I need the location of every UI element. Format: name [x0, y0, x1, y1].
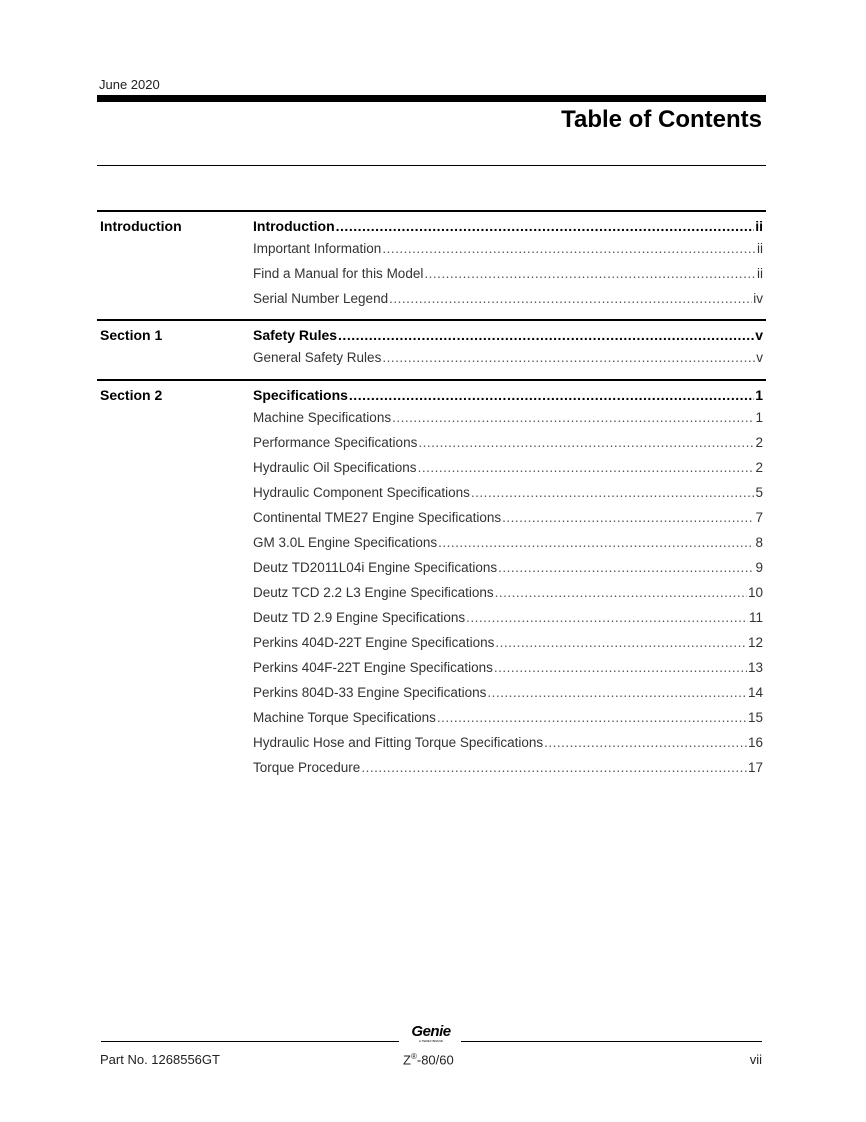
- dot-leader: [502, 505, 754, 530]
- toc-entry-page: 12: [747, 635, 763, 650]
- dot-leader: [437, 705, 747, 730]
- toc-entry[interactable]: [253, 261, 763, 286]
- footer-rule-left: [101, 1041, 399, 1042]
- dot-leader: [466, 605, 748, 630]
- toc-entries: [253, 325, 763, 370]
- toc-entry-page: 8: [755, 535, 763, 550]
- dot-leader: [494, 655, 747, 680]
- dot-leader: [544, 730, 747, 755]
- toc-entry-title: Hydraulic Hose and Fitting Torque Specifications: [253, 735, 544, 750]
- toc-entry-page: 15: [747, 710, 763, 725]
- toc-entry[interactable]: [253, 705, 763, 730]
- dot-leader: [418, 430, 754, 455]
- toc-entry[interactable]: [253, 755, 763, 780]
- toc-section-2: [97, 379, 766, 781]
- section-label: Section 2: [100, 387, 163, 403]
- toc-entry-title: Important Information: [253, 241, 382, 256]
- toc-entry-title: Find a Manual for this Model: [253, 266, 424, 281]
- toc-section-heading[interactable]: [253, 385, 763, 405]
- toc-entry-title: Safety Rules: [253, 327, 338, 343]
- toc-entry-title: Perkins 404F-22T Engine Specifications: [253, 660, 493, 675]
- dot-leader: [495, 580, 747, 605]
- toc-entry-page: 11: [748, 610, 763, 625]
- dot-leader: [392, 405, 754, 430]
- toc-entry-title: General Safety Rules: [253, 350, 382, 365]
- toc-entry-page: ii: [755, 218, 763, 234]
- dot-leader: [498, 555, 754, 580]
- genie-logo: [405, 1024, 457, 1043]
- dot-leader: [382, 345, 755, 370]
- dot-leader: [495, 630, 747, 655]
- toc-entry-title: Introduction: [253, 218, 335, 234]
- page-title: Table of Contents: [561, 106, 762, 133]
- toc-entry-title: Specifications: [253, 387, 348, 403]
- dot-leader: [349, 385, 754, 405]
- toc-entry-title: Deutz TD2011L04i Engine Specifications: [253, 560, 498, 575]
- toc-entry[interactable]: [253, 345, 763, 370]
- toc-entry-page: ii: [757, 266, 763, 281]
- toc-entry[interactable]: [253, 730, 763, 755]
- model-registered-mark: ®: [410, 1052, 417, 1061]
- toc-entry[interactable]: [253, 405, 763, 430]
- toc-entry-page: 1: [755, 387, 763, 403]
- page-number: vii: [749, 1052, 762, 1067]
- toc-entry-title: Serial Number Legend: [253, 291, 389, 306]
- toc-entry-page: 16: [747, 735, 763, 750]
- dot-leader: [338, 325, 754, 345]
- toc-entries: [253, 216, 763, 311]
- dot-leader: [336, 216, 755, 236]
- logo-brand-text: Genie: [411, 1023, 451, 1040]
- toc-entry[interactable]: [253, 605, 763, 630]
- toc-section-1: [97, 319, 766, 376]
- toc-entry[interactable]: [253, 236, 763, 261]
- toc-entry[interactable]: [253, 580, 763, 605]
- toc-entry[interactable]: [253, 480, 763, 505]
- toc-entry-page: v: [756, 350, 763, 365]
- toc-entry-title: Hydraulic Oil Specifications: [253, 460, 417, 475]
- toc-entry[interactable]: [253, 286, 763, 311]
- part-number: Part No. 1268556GT: [100, 1052, 220, 1067]
- toc-entry[interactable]: [253, 505, 763, 530]
- logo-subtext: A TEREX BRAND: [419, 1039, 443, 1043]
- toc-entry-page: 14: [747, 685, 763, 700]
- toc-entry-page: ii: [757, 241, 763, 256]
- toc-entry-page: 2: [755, 460, 763, 475]
- dot-leader: [382, 236, 756, 261]
- toc-entry-title: Machine Torque Specifications: [253, 710, 436, 725]
- dot-leader: [487, 680, 747, 705]
- toc-entry[interactable]: [253, 455, 763, 480]
- toc-entry-page: 10: [747, 585, 763, 600]
- dot-leader: [389, 286, 752, 311]
- header-date: June 2020: [99, 77, 160, 92]
- model-suffix: -80/60: [416, 1052, 454, 1068]
- toc-entry-page: 9: [755, 560, 763, 575]
- toc-entry-title: Continental TME27 Engine Specifications: [253, 510, 502, 525]
- section-label: Introduction: [100, 218, 182, 234]
- dot-leader: [418, 455, 755, 480]
- toc-entry-page: 7: [755, 510, 763, 525]
- toc-entry-title: Perkins 804D-33 Engine Specifications: [253, 685, 487, 700]
- toc-section-heading[interactable]: [253, 325, 763, 345]
- toc-entry-page: iv: [753, 291, 763, 306]
- dot-leader: [424, 261, 756, 286]
- model-name: [403, 1052, 454, 1067]
- toc-entry-page: 13: [747, 660, 763, 675]
- toc-section-introduction: [97, 210, 766, 312]
- toc-section-heading[interactable]: [253, 216, 763, 236]
- footer-rule-right: [461, 1041, 762, 1042]
- section-label: Section 1: [100, 327, 163, 343]
- model-prefix: Z: [403, 1052, 411, 1068]
- toc-entry[interactable]: [253, 655, 763, 680]
- toc-entry-title: GM 3.0L Engine Specifications: [253, 535, 438, 550]
- toc-entries: [253, 385, 763, 780]
- toc-entry[interactable]: [253, 430, 763, 455]
- header-bar: [97, 95, 766, 102]
- toc-entry-page: 1: [755, 410, 763, 425]
- toc-entry-page: v: [755, 327, 763, 343]
- dot-leader: [438, 530, 754, 555]
- toc-entry-page: 2: [755, 435, 763, 450]
- dot-leader: [361, 755, 747, 780]
- toc-entry-title: Deutz TCD 2.2 L3 Engine Specifications: [253, 585, 494, 600]
- dot-leader: [471, 480, 755, 505]
- toc-entry[interactable]: [253, 530, 763, 555]
- toc-entry[interactable]: [253, 630, 763, 655]
- toc-entry[interactable]: [253, 680, 763, 705]
- toc-entry-title: Perkins 404D-22T Engine Specifications: [253, 635, 495, 650]
- toc-entry-title: Performance Specifications: [253, 435, 418, 450]
- toc-entry-page: 5: [755, 485, 763, 500]
- toc-entry-title: Hydraulic Component Specifications: [253, 485, 470, 500]
- toc-entry-title: Machine Specifications: [253, 410, 392, 425]
- toc-entry-title: Deutz TD 2.9 Engine Specifications: [253, 610, 466, 625]
- toc-entry-page: 17: [747, 760, 763, 775]
- toc-entry-title: Torque Procedure: [253, 760, 361, 775]
- toc-entry[interactable]: [253, 555, 763, 580]
- title-divider: [97, 165, 766, 166]
